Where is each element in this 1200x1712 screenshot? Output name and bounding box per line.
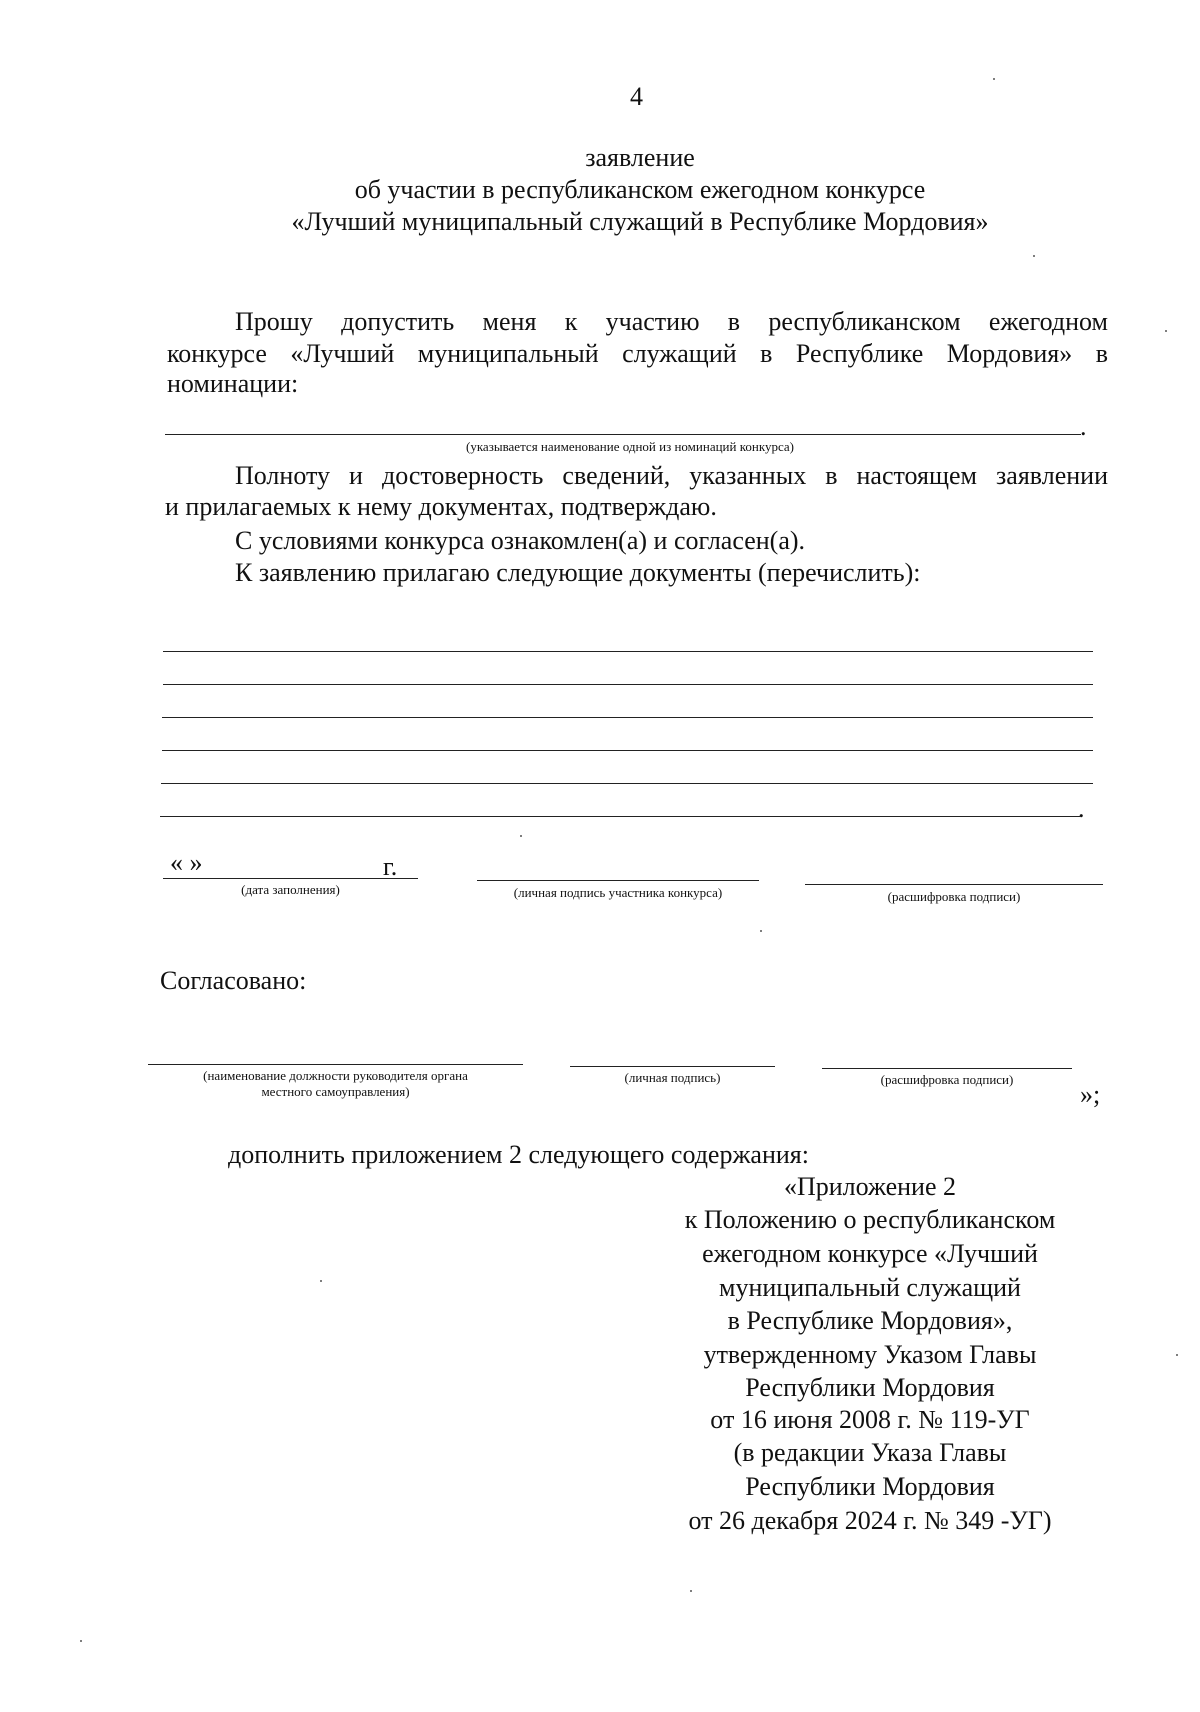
scan-speck (1176, 1354, 1178, 1356)
date-quotes: « » (170, 848, 203, 877)
appendix-line-4: муниципальный служащий (719, 1273, 1021, 1302)
document-line-2 (163, 684, 1093, 685)
appendix-line-3: ежегодном конкурсе «Лучший (702, 1239, 1038, 1268)
appendix-line-6: утвержденному Указом Главы (703, 1340, 1037, 1369)
request-line-2: конкурсе «Лучший муниципальный служащий в Республике Мордовия» в (167, 339, 1108, 368)
scan-speck (80, 1640, 82, 1642)
confirm-line-3: С условиями конкурса ознакомлен(а) и согласен(а). (235, 526, 806, 555)
appendix-line-1: «Приложение 2 (783, 1172, 957, 1201)
heading-title: заявление (585, 143, 695, 172)
decoding-line (805, 884, 1103, 885)
scan-speck (1033, 255, 1035, 257)
agreed-decoding-caption: (расшифровка подписи) (880, 1072, 1014, 1087)
appendix-line-8: от 16 июня 2008 г. № 119-УГ (710, 1405, 1030, 1434)
decoding-caption: (расшифровка подписи) (887, 889, 1021, 904)
closing-quote: »; (1080, 1080, 1101, 1109)
scan-speck (520, 835, 522, 837)
agreed-signature-line (570, 1066, 775, 1067)
appendix-line-2: к Положению о республиканском (684, 1205, 1056, 1234)
date-line (163, 878, 418, 879)
document-line-6 (160, 816, 1080, 817)
signature-caption: (личная подпись участника конкурса) (513, 885, 723, 900)
appendix-line-7: Республики Мордовия (745, 1373, 995, 1402)
scan-speck (690, 1590, 692, 1592)
document-line-5 (161, 783, 1093, 784)
agreed-label: Согласовано: (160, 966, 307, 995)
date-caption: (дата заполнения) (241, 882, 340, 897)
agreed-decoding-line (822, 1068, 1072, 1069)
position-caption-line-2: местного самоуправления) (261, 1084, 410, 1099)
appendix-line-5: в Республике Мордовия», (727, 1306, 1013, 1335)
heading-subtitle: об участии в республиканском ежегодном конкурсе (354, 175, 926, 204)
document-line-1 (163, 651, 1093, 652)
heading-contest-name: «Лучший муниципальный служащий в Республике Мордовия» (291, 207, 989, 236)
nomination-line (165, 434, 1081, 435)
request-line-3: номинации: (167, 369, 299, 398)
appendix-line-11: от 26 декабря 2024 г. № 349 -УГ) (688, 1506, 1052, 1535)
scan-speck (320, 1280, 322, 1282)
nomination-dot: . (1080, 412, 1087, 441)
nomination-caption: (указывается наименование одной из номинаций конкурса) (465, 439, 794, 454)
signature-line (477, 880, 759, 881)
document-line-3 (162, 717, 1093, 718)
confirm-line-2: и прилагаемых к нему документах, подтверждаю. (165, 492, 717, 521)
scan-speck (760, 930, 762, 932)
confirm-line-4: К заявлению прилагаю следующие документы (перечислить): (235, 558, 921, 587)
documents-dot: . (1078, 794, 1085, 823)
document-line-4 (162, 750, 1093, 751)
agreed-signature-caption: (личная подпись) (624, 1070, 721, 1085)
scan-speck (1165, 330, 1167, 332)
request-line-1: Прошу допустить меня к участию в республиканском ежегодном (235, 307, 1108, 336)
position-line (148, 1064, 523, 1065)
page-number: 4 (630, 82, 643, 111)
scan-speck (993, 78, 995, 80)
confirm-line-1: Полноту и достоверность сведений, указанных в настоящем заявлении (235, 461, 1108, 490)
supplement-intro: дополнить приложением 2 следующего содержания: (228, 1140, 809, 1169)
date-year: г. (383, 852, 398, 881)
position-caption-line-1: (наименование должности руководителя органа (203, 1068, 468, 1083)
appendix-line-9: (в редакции Указа Главы (733, 1438, 1007, 1467)
appendix-line-10: Республики Мордовия (745, 1472, 995, 1501)
